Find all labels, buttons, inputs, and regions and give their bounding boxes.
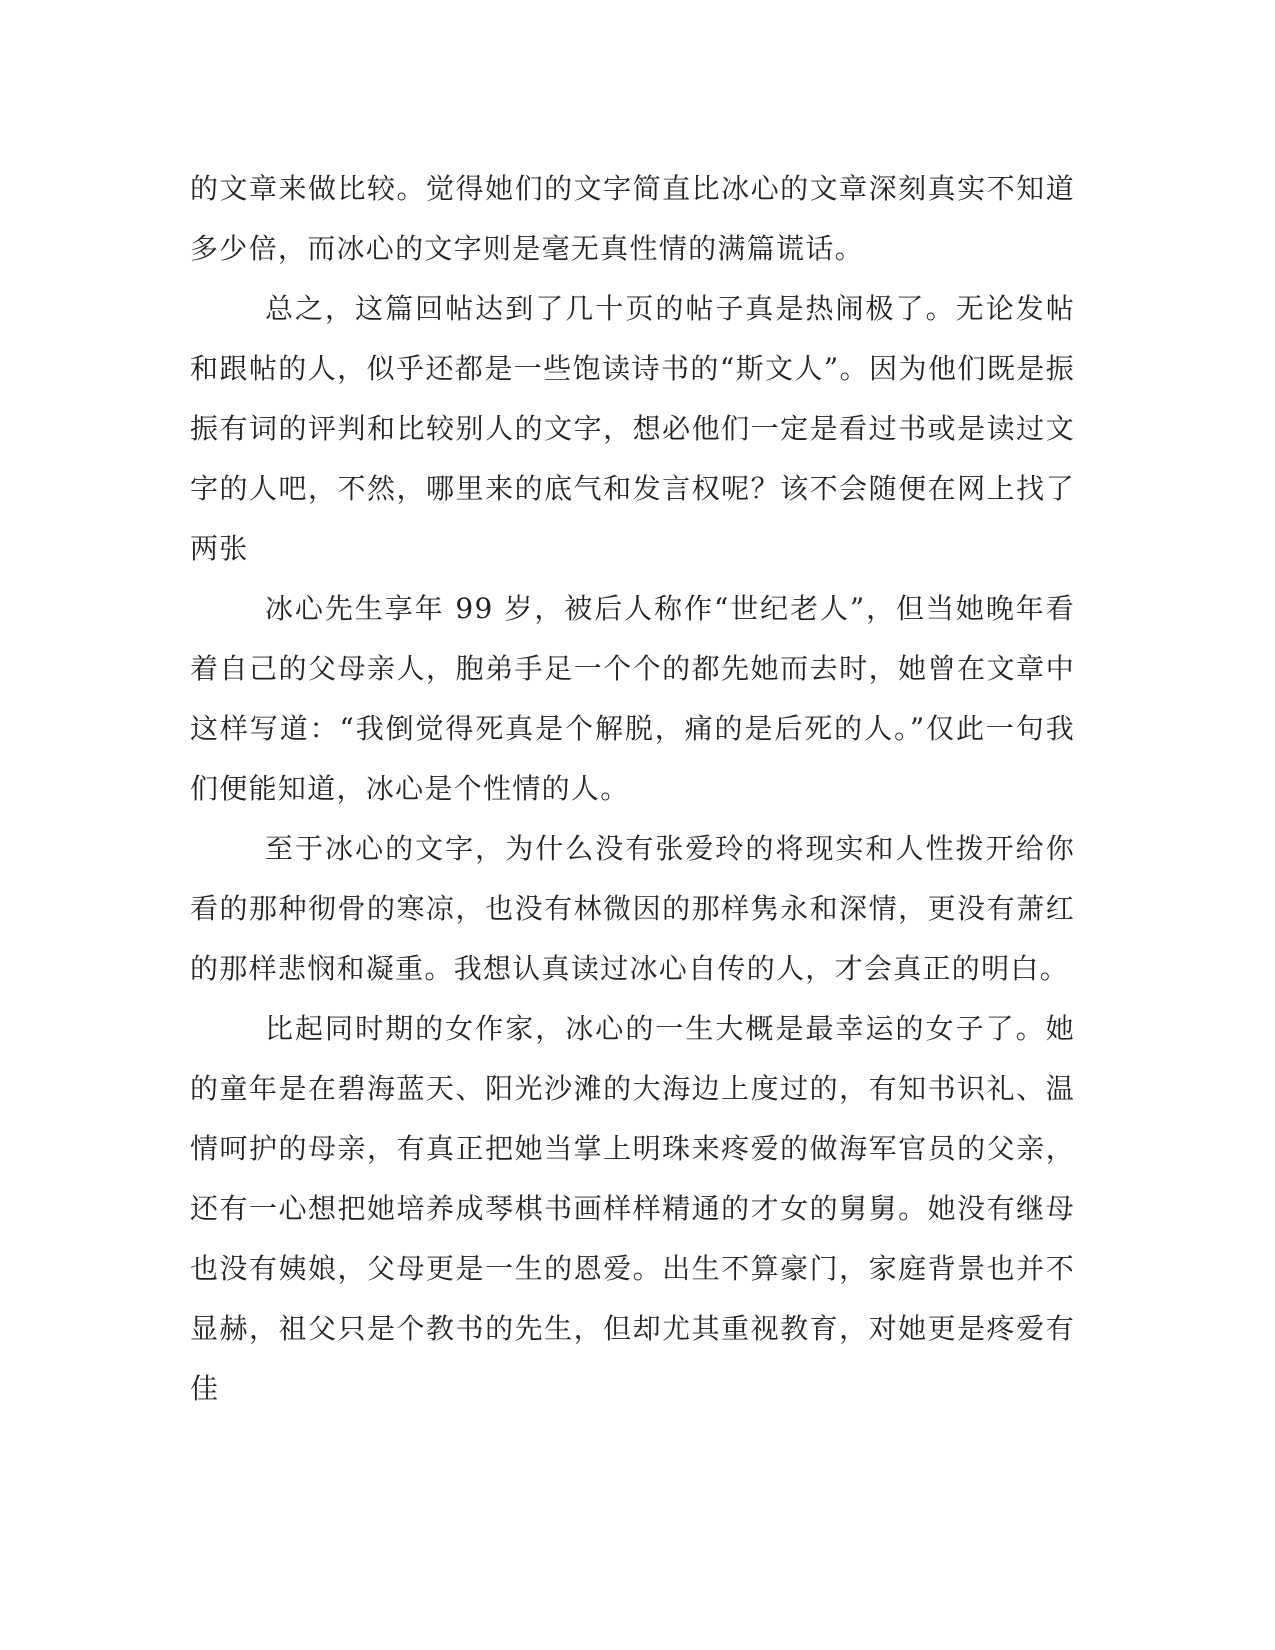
paragraph-3: 冰心先生享年 99 岁，被后人称作“世纪老人”，但当她晚年看着自己的父母亲人，胞弟手足一个个的都先她而去时，她曾在文章中这样写道：“我倒觉得死真是个解脱，痛的是后死的人。”仅此一句我们便能知道，冰心是个性情的人。: [190, 592, 1075, 805]
paragraph-2: 总之，这篇回帖达到了几十页的帖子真是热闹极了。无论发帖和跟帖的人，似乎还都是一些饱读诗书的“斯文人”。因为他们既是振振有词的评判和比较别人的文字，想必他们一定是看过书或是读过文字的人吧，不然，哪里来的底气和发言权呢？该不会随便在网上找了两张: [190, 292, 1075, 565]
paragraph-5: 比起同时期的女作家，冰心的一生大概是最幸运的女子了。她的童年是在碧海蓝天、阳光沙滩的大海边上度过的，有知书识礼、温情呵护的母亲，有真正把她当掌上明珠来疼爱的做海军官员的父亲，还有一心想把她培养成琴棋书画样样精通的才女的舅舅。她没有继母也没有姨娘，父母更是一生的恩爱。出生不算豪门，家庭背景也并不显赫，祖父只是个教书的先生，但却尤其重视教育，对她更是疼爱有佳: [190, 1012, 1075, 1405]
body-text: [190, 159, 1075, 1419]
paragraph-4: 至于冰心的文字，为什么没有张爱玲的将现实和人性拨开给你看的那种彻骨的寒凉，也没有林微因的那样隽永和深情，更没有萧红的那样悲悯和凝重。我想认真读过冰心自传的人，才会真正的明白。: [190, 832, 1075, 985]
paragraph-1: 的文章来做比较。觉得她们的文字简直比冰心的文章深刻真实不知道多少倍，而冰心的文字则是毫无真性情的满篇谎话。: [190, 172, 1075, 265]
